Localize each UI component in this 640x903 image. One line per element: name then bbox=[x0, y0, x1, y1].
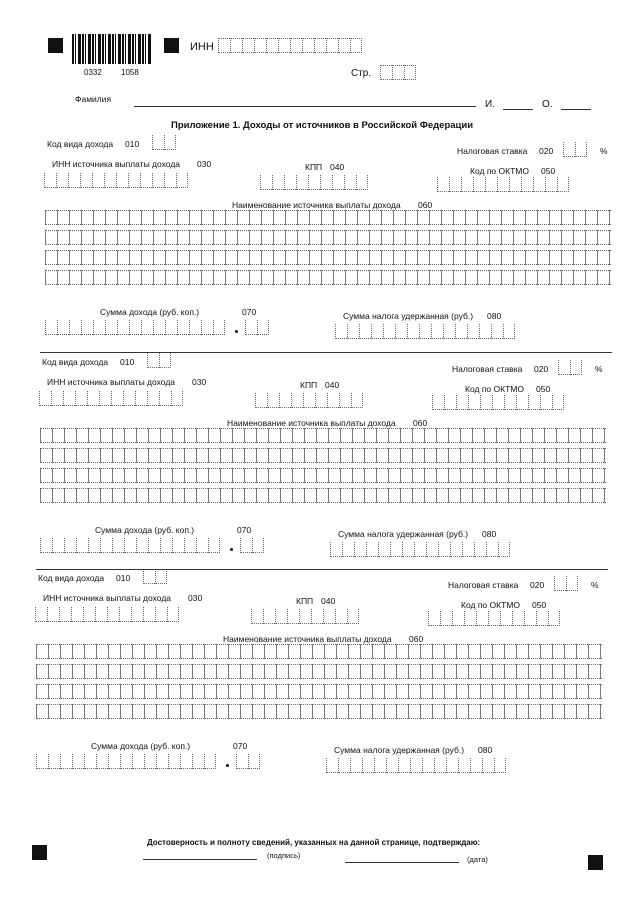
source-inn-num: 030 bbox=[192, 377, 207, 387]
page-label: Стр. bbox=[351, 68, 372, 79]
surname-line[interactable] bbox=[134, 106, 476, 107]
source-name-num: 060 bbox=[413, 418, 428, 428]
signature-label: (подпись) bbox=[267, 851, 301, 860]
income-sum-label: Сумма дохода (руб. коп.) bbox=[95, 525, 195, 535]
source-name-row[interactable] bbox=[36, 704, 602, 719]
source-name-row[interactable] bbox=[40, 488, 606, 503]
income-code-num: 010 bbox=[116, 573, 131, 583]
date-label: (дата) bbox=[467, 855, 488, 864]
date-line[interactable] bbox=[345, 862, 459, 863]
oktmo-label: Код по ОКТМО bbox=[465, 384, 524, 394]
confirm-text: Достоверность и полноту сведений, указанных на данной странице, подтверждаю: bbox=[147, 838, 481, 847]
decimal-point bbox=[230, 548, 233, 551]
tax-rate-num: 020 bbox=[534, 364, 549, 374]
tax-rate-num: 020 bbox=[539, 146, 554, 156]
page-cells[interactable] bbox=[380, 65, 416, 80]
source-name-row[interactable] bbox=[40, 448, 606, 463]
source-inn-num: 030 bbox=[188, 593, 203, 603]
source-inn-num: 030 bbox=[197, 159, 212, 169]
income-code-cells[interactable] bbox=[152, 135, 176, 150]
source-name-row[interactable] bbox=[40, 428, 606, 443]
source-name-row[interactable] bbox=[45, 230, 611, 245]
inn-label: ИНН bbox=[190, 41, 214, 53]
tax-rate-label: Налоговая ставка bbox=[457, 146, 528, 156]
tax-rate-cells[interactable] bbox=[554, 576, 578, 591]
income-kopecks-cells[interactable] bbox=[236, 754, 260, 769]
initial-patronymic-label: О. bbox=[542, 99, 553, 110]
initial-name-line[interactable] bbox=[503, 109, 533, 110]
income-sum-cells[interactable] bbox=[40, 538, 220, 553]
kpp-label: КПП bbox=[300, 380, 318, 390]
income-code-cells[interactable] bbox=[143, 569, 167, 584]
income-sum-num: 070 bbox=[237, 525, 252, 535]
income-code-label: Код вида дохода bbox=[38, 573, 105, 583]
tax-sum-label: Сумма налога удержанная (руб.) bbox=[334, 745, 465, 755]
source-name-row[interactable] bbox=[40, 468, 606, 483]
source-name-num: 060 bbox=[418, 200, 433, 210]
income-code-num: 010 bbox=[120, 357, 135, 367]
tax-rate-cells[interactable] bbox=[558, 360, 582, 375]
decimal-point bbox=[226, 764, 229, 767]
tax-rate-cells[interactable] bbox=[563, 142, 587, 157]
tax-rate-label: Налоговая ставка bbox=[448, 580, 519, 590]
source-name-row[interactable] bbox=[45, 210, 611, 225]
source-name-row[interactable] bbox=[45, 270, 611, 285]
registration-marker bbox=[588, 855, 603, 870]
registration-marker bbox=[48, 38, 63, 53]
oktmo-cells[interactable] bbox=[432, 395, 564, 410]
kpp-num: 040 bbox=[321, 596, 336, 606]
source-name-row[interactable] bbox=[36, 664, 602, 679]
tax-sum-label: Сумма налога удержанная (руб.) bbox=[343, 311, 474, 321]
decimal-point bbox=[235, 330, 238, 333]
barcode-number-right: 1058 bbox=[121, 68, 139, 77]
income-sum-label: Сумма дохода (руб. коп.) bbox=[91, 741, 191, 751]
income-kopecks-cells[interactable] bbox=[245, 320, 269, 335]
income-kopecks-cells[interactable] bbox=[240, 538, 264, 553]
source-name-row[interactable] bbox=[36, 684, 602, 699]
income-code-label: Код вида дохода bbox=[47, 139, 114, 149]
tax-sum-label: Сумма налога удержанная (руб.) bbox=[338, 529, 469, 539]
source-inn-label: ИНН источника выплаты дохода bbox=[52, 159, 181, 169]
initial-patronymic-line[interactable] bbox=[561, 109, 591, 110]
tax-sum-cells[interactable] bbox=[326, 758, 506, 773]
kpp-label: КПП bbox=[305, 162, 323, 172]
tax-sum-num: 080 bbox=[478, 745, 493, 755]
page-title: Приложение 1. Доходы от источников в Российской Федерации bbox=[171, 120, 474, 131]
kpp-num: 040 bbox=[325, 380, 340, 390]
oktmo-cells[interactable] bbox=[428, 611, 560, 626]
income-code-num: 010 bbox=[125, 139, 140, 149]
source-name-label: Наименование источника выплаты дохода bbox=[232, 200, 401, 210]
oktmo-cells[interactable] bbox=[437, 177, 569, 192]
percent-sign: % bbox=[595, 364, 603, 374]
inn-cells[interactable] bbox=[218, 38, 362, 53]
tax-sum-cells[interactable] bbox=[335, 324, 515, 339]
source-inn-label: ИНН источника выплаты дохода bbox=[47, 377, 176, 387]
tax-sum-num: 080 bbox=[482, 529, 497, 539]
percent-sign: % bbox=[600, 146, 608, 156]
income-code-cells[interactable] bbox=[147, 353, 171, 368]
section-divider bbox=[40, 352, 612, 353]
income-sum-label: Сумма дохода (руб. коп.) bbox=[100, 307, 200, 317]
source-inn-cells[interactable] bbox=[44, 173, 188, 188]
income-sum-cells[interactable] bbox=[45, 320, 225, 335]
oktmo-num: 050 bbox=[541, 166, 556, 176]
income-sum-num: 070 bbox=[233, 741, 248, 751]
surname-label: Фамилия bbox=[75, 94, 112, 104]
income-sum-cells[interactable] bbox=[36, 754, 216, 769]
initial-name-label: И. bbox=[485, 99, 495, 110]
source-inn-label: ИНН источника выплаты дохода bbox=[43, 593, 172, 603]
oktmo-num: 050 bbox=[536, 384, 551, 394]
source-inn-cells[interactable] bbox=[39, 391, 183, 406]
income-sum-num: 070 bbox=[242, 307, 257, 317]
tax-sum-cells[interactable] bbox=[330, 542, 510, 557]
source-name-row[interactable] bbox=[36, 644, 602, 659]
barcode-number-left: 0332 bbox=[84, 68, 102, 77]
source-name-label: Наименование источника выплаты дохода bbox=[223, 634, 392, 644]
source-name-row[interactable] bbox=[45, 250, 611, 265]
kpp-num: 040 bbox=[330, 162, 345, 172]
tax-sum-num: 080 bbox=[487, 311, 502, 321]
oktmo-label: Код по ОКТМО bbox=[470, 166, 529, 176]
tax-rate-num: 020 bbox=[530, 580, 545, 590]
oktmo-num: 050 bbox=[532, 600, 547, 610]
source-name-num: 060 bbox=[409, 634, 424, 644]
kpp-cells[interactable] bbox=[260, 175, 368, 190]
registration-marker bbox=[32, 845, 47, 860]
section-divider bbox=[36, 569, 608, 570]
barcode bbox=[72, 34, 152, 64]
source-inn-cells[interactable] bbox=[35, 607, 179, 622]
percent-sign: % bbox=[591, 580, 599, 590]
source-name-label: Наименование источника выплаты дохода bbox=[227, 418, 396, 428]
kpp-cells[interactable] bbox=[251, 609, 359, 624]
registration-marker bbox=[164, 38, 179, 53]
tax-rate-label: Налоговая ставка bbox=[452, 364, 523, 374]
kpp-cells[interactable] bbox=[255, 393, 363, 408]
kpp-label: КПП bbox=[296, 596, 314, 606]
oktmo-label: Код по ОКТМО bbox=[461, 600, 520, 610]
income-code-label: Код вида дохода bbox=[42, 357, 109, 367]
signature-line[interactable] bbox=[143, 859, 257, 860]
